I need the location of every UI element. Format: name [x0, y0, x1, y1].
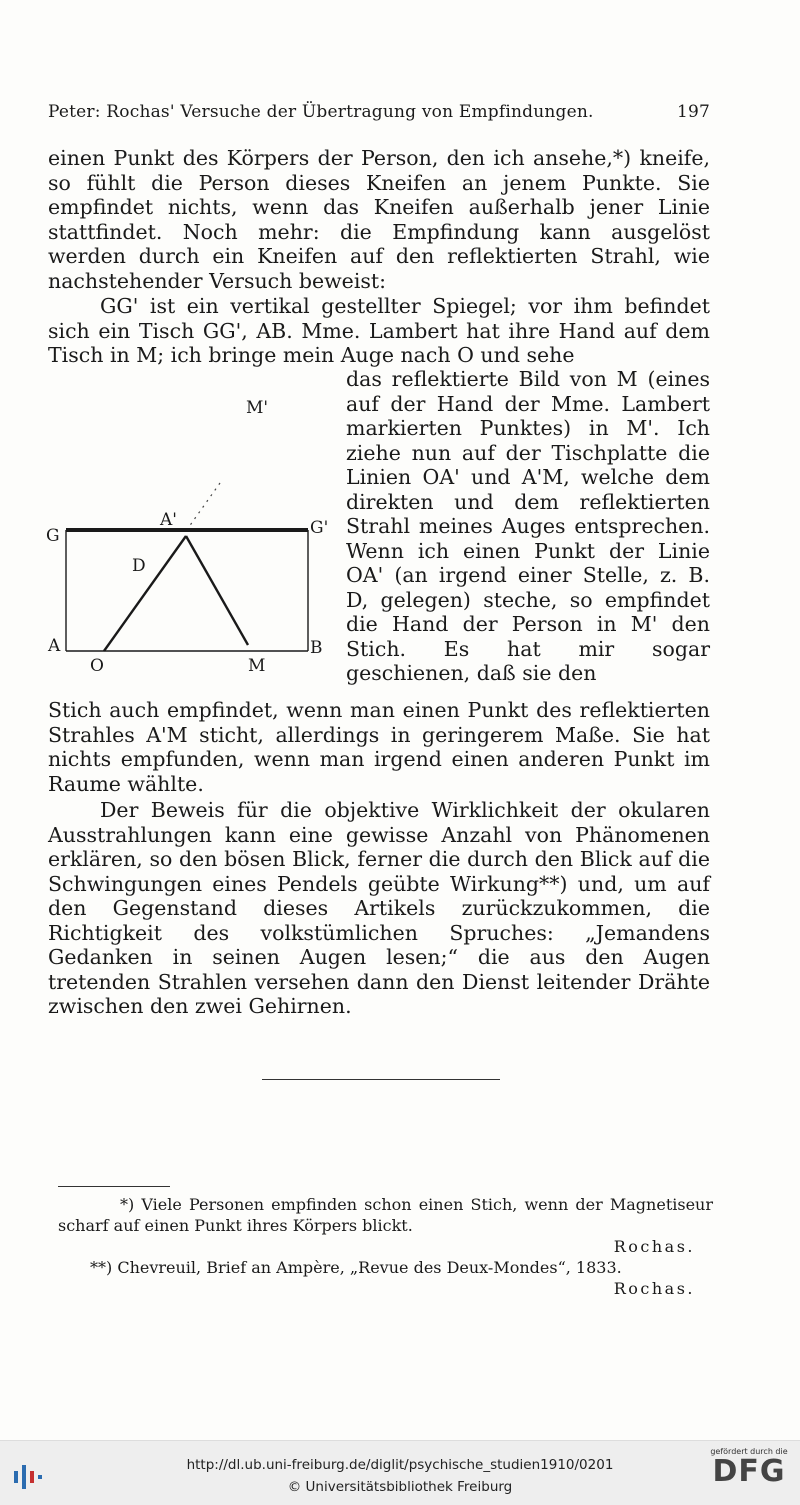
- label-g: G: [46, 526, 60, 546]
- label-a: A: [48, 636, 61, 656]
- section-divider: [262, 1079, 500, 1080]
- reflected-ray-am: [186, 536, 248, 645]
- paragraph-3-text: Der Beweis für die objektive Wirklichkeit der okularen Ausstrahlungen kann eine gewisse Anzahl von Phänomenen erklären, so den bösen Blick, ferner die durch den Blick auf die Schwingungen eines Pendels geübte Wirkung**) und, um auf den Gegenstand dieses Artikels zurückzukommen, die Richtigkeit des volkstümlichen Spruches: „Jemandens Gedanken in seinen Augen lesen;“ die aus den Augen tretenden Strahlen versehen dann den Dienst leitender Drähte zwischen den zwei Gehirnen.: [48, 798, 710, 1018]
- paragraph-2-beside-figure: [346, 367, 710, 686]
- dfg-funded-label: gefördert durch die: [710, 1447, 788, 1456]
- paragraph-3: [48, 798, 710, 1019]
- footnote-1-signature: Rochas.: [613, 1237, 695, 1256]
- virtual-ray-line: [186, 483, 220, 531]
- footnote-divider: [58, 1186, 170, 1187]
- label-g-prime: G': [310, 518, 329, 538]
- document-url-link[interactable]: http://dl.ub.uni-freiburg.de/diglit/psychische_studien1910/0201: [186, 1457, 614, 1473]
- copyright-text: © Universitätsbibliothek Freiburg: [287, 1479, 513, 1495]
- viewer-footer: [0, 1440, 800, 1505]
- paragraph-2-continued: [48, 698, 710, 796]
- paragraph-2: [48, 294, 710, 368]
- footnotes: [58, 1194, 713, 1299]
- paragraph-1-text: einen Punkt des Körpers der Person, den ich ansehe,*) kneife, so fühlt die Person dieses Kneifen an jenem Punkte. Sie empfindet nichts, wenn das Kneifen außerhalb jener Linie stattfindet. Noch mehr: die Empfindung kann ausgelöst werden durch ein Kneifen auf den reflektierten Strahl, wie nachstehender Versuch beweist:: [48, 146, 710, 293]
- footnote-2-signature: Rochas.: [613, 1279, 695, 1298]
- paragraph-2-after-text: Stich auch empfindet, wenn man einen Punkt des reflektierten Strahles A'M sticht, allerdings in geringerem Maße. Sie hat nichts empfunden, wenn man irgend einen anderen Punkt im Raume wählte.: [48, 698, 710, 796]
- mirror-diagram: [44, 395, 344, 695]
- header-title: Peter: Rochas' Versuche der Übertragung von Empfindungen.: [48, 102, 594, 122]
- paragraph-2-narrow-text: das reflektierte Bild von M (eines auf der Hand der Mme. Lambert markierten Punktes) in M'. Ich ziehe nun auf der Tischplatte die Linien OA' und A'M, welche dem direkten und dem reflektierten Strahl meines Auges entsprechen. Wenn ich einen Punkt der Linie OA' (an irgend einer Stelle, z. B. D, gelegen) steche, so empfindet die Hand der Person in M' den Stich. Es hat mir sogar geschienen, daß sie den: [346, 367, 710, 685]
- dfg-logo-text: DFG: [712, 1454, 786, 1489]
- label-o: O: [90, 656, 104, 676]
- paragraph-1: [48, 146, 710, 293]
- footnote-1: *) Viele Personen empfinden schon einen Stich, wenn der Magnetiseur scharf auf einen Punkt ihres Körpers blickt.: [58, 1195, 713, 1235]
- label-m-prime: M': [246, 398, 269, 418]
- label-b: B: [310, 638, 323, 658]
- running-header: [48, 102, 710, 122]
- page-number: 197: [676, 102, 710, 122]
- footnote-2: **) Chevreuil, Brief an Ampère, „Revue des Deux-Mondes“, 1833.: [90, 1258, 622, 1277]
- dfg-logo: [704, 1447, 794, 1501]
- label-d: D: [132, 556, 146, 576]
- label-m: M: [248, 656, 266, 676]
- label-a-prime: A': [160, 510, 177, 530]
- direct-ray-oa: [104, 536, 186, 651]
- paragraph-2-text: GG' ist ein vertikal gestellter Spiegel; vor ihm befindet sich ein Tisch GG', AB. Mme. Lambert hat ihre Hand auf dem Tisch in M; ich bringe mein Auge nach O und sehe: [48, 294, 710, 367]
